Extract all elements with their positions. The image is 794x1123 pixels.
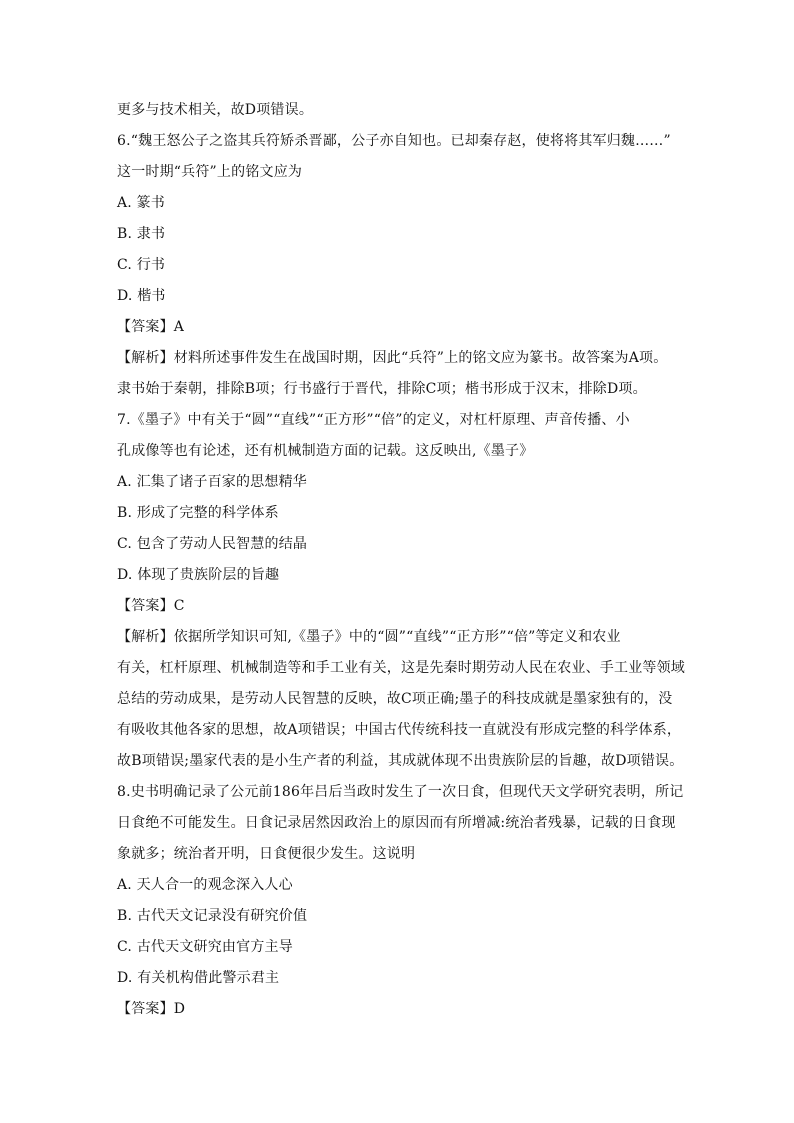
question-6-option-a: A. 篆书 (117, 195, 166, 211)
question-6-option-b: B. 隶书 (117, 226, 166, 242)
question-8-option-b: B. 古代天文记录没有研究价值 (117, 908, 308, 924)
question-7-stem: 7.《墨子》中有关于“圆”“直线”“正方形”“倍”的定义，对杠杆原理、声音传播、小 (117, 412, 630, 428)
question-8-stem: 8.史书明确记录了公元前186年吕后当政时发生了一次日食，但现代天文学研究表明，所记 (117, 784, 684, 800)
question-6-stem: 6.“魏王怒公子之盗其兵符矫杀晋鄙，公子亦自知也。已却秦存赵，使将将其军归魏……” (117, 133, 671, 149)
question-8-option-a: A. 天人合一的观念深入人心 (117, 877, 293, 893)
question-7-option-b: B. 形成了完整的科学体系 (117, 505, 279, 521)
question-7-analysis-cont-4: 故B项错误;墨家代表的是小生产者的利益，其成就体现不出贵族阶层的旨趣，故D项错误。 (117, 753, 684, 769)
question-7-option-a: A. 汇集了诸子百家的思想精华 (117, 474, 308, 490)
question-6-option-c: C. 行书 (117, 257, 166, 273)
question-8-answer: 【答案】D (117, 1001, 186, 1017)
question-6-analysis: 【解析】材料所述事件发生在战国时期，因此“兵符”上的铭文应为篆书。故答案为A项。 (117, 350, 668, 366)
question-7-analysis-cont-3: 有吸收其他各家的思想，故A项错误；中国古代传统科技一直就没有形成完整的科学体系， (117, 722, 682, 738)
question-8-stem-cont-1: 日食绝不可能发生。日食记录居然因政治上的原因而有所增减:统治者残暴，记载的日食现 (117, 815, 676, 831)
question-6-answer: 【答案】A (117, 319, 185, 335)
question-8-option-c: C. 古代天文研究由官方主导 (117, 939, 293, 955)
question-7-analysis-cont-1: 有关，杠杆原理、机械制造等和手工业有关，这是先秦时期劳动人民在农业、手工业等领域 (117, 660, 685, 676)
question-6-option-d: D. 楷书 (117, 288, 166, 304)
question-6-stem-cont: 这一时期“兵符”上的铭文应为 (117, 164, 303, 180)
question-8-stem-cont-2: 象就多；统治者开明，日食便很少发生。这说明 (117, 846, 416, 862)
question-7-option-c: C. 包含了劳动人民智慧的结晶 (117, 536, 308, 552)
question-7-stem-cont: 孔成像等也有论述，还有机械制造方面的记载。这反映出,《墨子》 (117, 443, 534, 459)
question-8-option-d: D. 有关机构借此警示君主 (117, 970, 280, 986)
question-6-analysis-cont: 隶书始于秦朝，排除B项；行书盛行于晋代，排除C项；楷书形成于汉末，排除D项。 (117, 381, 647, 397)
question-7-analysis-cont-2: 总结的劳动成果，是劳动人民智慧的反映，故C项正确;墨子的科技成就是墨家独有的，没 (117, 691, 673, 707)
question-7-analysis: 【解析】依据所学知识可知,《墨子》中的“圆”“直线”“正方形”“倍”等定义和农业 (117, 629, 621, 645)
text-line: 更多与技术相关，故D项错误。 (117, 102, 314, 118)
question-7-option-d: D. 体现了贵族阶层的旨趣 (117, 567, 280, 583)
question-7-answer: 【答案】C (117, 598, 185, 614)
document-page (117, 95, 687, 1025)
